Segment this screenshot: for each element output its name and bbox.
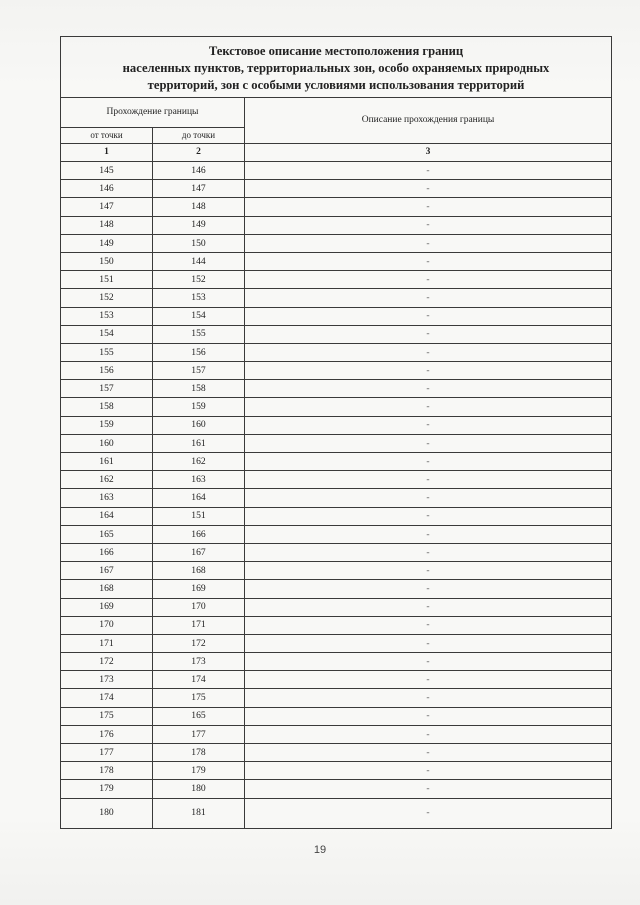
to-point-cell: 170 <box>153 598 245 616</box>
description-cell: - <box>245 598 612 616</box>
description-cell: - <box>245 252 612 270</box>
to-point-cell: 166 <box>153 525 245 543</box>
table-row <box>61 562 612 580</box>
description-cell: - <box>245 634 612 652</box>
table-row <box>61 634 612 652</box>
description-cell: - <box>245 653 612 671</box>
to-point-cell: 173 <box>153 653 245 671</box>
header-from-point: от точки <box>61 128 153 144</box>
description-cell: - <box>245 289 612 307</box>
to-point-cell: 168 <box>153 562 245 580</box>
description-cell: - <box>245 416 612 434</box>
from-point-cell: 150 <box>61 252 153 270</box>
description-cell: - <box>245 162 612 180</box>
table-row <box>61 398 612 416</box>
table-title-line-1: Текстовое описание местоположения границ <box>208 43 464 58</box>
from-point-cell: 175 <box>61 707 153 725</box>
from-point-cell: 176 <box>61 725 153 743</box>
table-row <box>61 343 612 361</box>
description-cell: - <box>245 725 612 743</box>
description-cell: - <box>245 507 612 525</box>
table-row <box>61 616 612 634</box>
to-point-cell: 175 <box>153 689 245 707</box>
to-point-cell: 162 <box>153 453 245 471</box>
to-point-cell: 179 <box>153 762 245 780</box>
from-point-cell: 151 <box>61 271 153 289</box>
table-row <box>61 198 612 216</box>
description-cell: - <box>245 198 612 216</box>
from-point-cell: 170 <box>61 616 153 634</box>
description-cell: - <box>245 707 612 725</box>
table-row <box>61 362 612 380</box>
to-point-cell: 156 <box>153 343 245 361</box>
description-cell: - <box>245 434 612 452</box>
table-row <box>61 252 612 270</box>
to-point-cell: 149 <box>153 216 245 234</box>
table-row <box>61 762 612 780</box>
to-point-cell: 180 <box>153 780 245 798</box>
from-point-cell: 161 <box>61 453 153 471</box>
description-cell: - <box>245 398 612 416</box>
to-point-cell: 181 <box>153 798 245 828</box>
to-point-cell: 148 <box>153 198 245 216</box>
table-row <box>61 798 612 828</box>
description-cell: - <box>245 780 612 798</box>
to-point-cell: 171 <box>153 616 245 634</box>
to-point-cell: 164 <box>153 489 245 507</box>
from-point-cell: 167 <box>61 562 153 580</box>
table-row <box>61 725 612 743</box>
table-row <box>61 689 612 707</box>
from-point-cell: 179 <box>61 780 153 798</box>
from-point-cell: 173 <box>61 671 153 689</box>
from-point-cell: 169 <box>61 598 153 616</box>
table-row <box>61 325 612 343</box>
table-row <box>61 489 612 507</box>
description-cell: - <box>245 362 612 380</box>
description-cell: - <box>245 343 612 361</box>
table-row <box>61 216 612 234</box>
description-cell: - <box>245 671 612 689</box>
table-title <box>61 37 612 98</box>
description-cell: - <box>245 689 612 707</box>
description-cell: - <box>245 216 612 234</box>
header-boundary-passage: Прохождение границы <box>61 98 245 128</box>
description-cell: - <box>245 543 612 561</box>
from-point-cell: 146 <box>61 180 153 198</box>
description-cell: - <box>245 798 612 828</box>
table-row <box>61 744 612 762</box>
table-row <box>61 598 612 616</box>
table-row <box>61 307 612 325</box>
from-point-cell: 152 <box>61 289 153 307</box>
to-point-cell: 165 <box>153 707 245 725</box>
table-row <box>61 707 612 725</box>
from-point-cell: 155 <box>61 343 153 361</box>
table-row <box>61 671 612 689</box>
from-point-cell: 162 <box>61 471 153 489</box>
to-point-cell: 159 <box>153 398 245 416</box>
to-point-cell: 161 <box>153 434 245 452</box>
table-row <box>61 180 612 198</box>
from-point-cell: 153 <box>61 307 153 325</box>
description-cell: - <box>245 562 612 580</box>
to-point-cell: 174 <box>153 671 245 689</box>
from-point-cell: 164 <box>61 507 153 525</box>
table-row <box>61 507 612 525</box>
table-row <box>61 453 612 471</box>
from-point-cell: 172 <box>61 653 153 671</box>
description-cell: - <box>245 744 612 762</box>
description-cell: - <box>245 471 612 489</box>
to-point-cell: 167 <box>153 543 245 561</box>
from-point-cell: 147 <box>61 198 153 216</box>
column-number-3: 3 <box>245 144 612 162</box>
to-point-cell: 157 <box>153 362 245 380</box>
table-row <box>61 653 612 671</box>
to-point-cell: 160 <box>153 416 245 434</box>
to-point-cell: 163 <box>153 471 245 489</box>
from-point-cell: 159 <box>61 416 153 434</box>
to-point-cell: 153 <box>153 289 245 307</box>
from-point-cell: 174 <box>61 689 153 707</box>
from-point-cell: 156 <box>61 362 153 380</box>
from-point-cell: 160 <box>61 434 153 452</box>
description-cell: - <box>245 271 612 289</box>
table-row <box>61 162 612 180</box>
table-row <box>61 271 612 289</box>
table-row <box>61 289 612 307</box>
column-number-2: 2 <box>153 144 245 162</box>
to-point-cell: 150 <box>153 234 245 252</box>
to-point-cell: 146 <box>153 162 245 180</box>
from-point-cell: 149 <box>61 234 153 252</box>
from-point-cell: 163 <box>61 489 153 507</box>
description-cell: - <box>245 762 612 780</box>
to-point-cell: 169 <box>153 580 245 598</box>
description-cell: - <box>245 580 612 598</box>
to-point-cell: 147 <box>153 180 245 198</box>
from-point-cell: 148 <box>61 216 153 234</box>
description-cell: - <box>245 234 612 252</box>
description-cell: - <box>245 453 612 471</box>
from-point-cell: 157 <box>61 380 153 398</box>
table-row <box>61 234 612 252</box>
table-row <box>61 434 612 452</box>
from-point-cell: 145 <box>61 162 153 180</box>
from-point-cell: 178 <box>61 762 153 780</box>
from-point-cell: 154 <box>61 325 153 343</box>
to-point-cell: 155 <box>153 325 245 343</box>
from-point-cell: 168 <box>61 580 153 598</box>
description-cell: - <box>245 325 612 343</box>
to-point-cell: 158 <box>153 380 245 398</box>
header-to-point: до точки <box>153 128 245 144</box>
from-point-cell: 180 <box>61 798 153 828</box>
table-title-line-2: населенных пунктов, территориальных зон, особо охраняемых природных <box>122 60 550 75</box>
to-point-cell: 172 <box>153 634 245 652</box>
description-cell: - <box>245 489 612 507</box>
to-point-cell: 178 <box>153 744 245 762</box>
from-point-cell: 165 <box>61 525 153 543</box>
from-point-cell: 166 <box>61 543 153 561</box>
to-point-cell: 177 <box>153 725 245 743</box>
to-point-cell: 152 <box>153 271 245 289</box>
table-title-line-3: территорий, зон с особыми условиями использования территорий <box>147 77 525 92</box>
description-cell: - <box>245 180 612 198</box>
table-row <box>61 471 612 489</box>
to-point-cell: 144 <box>153 252 245 270</box>
table-row <box>61 380 612 398</box>
description-cell: - <box>245 525 612 543</box>
description-cell: - <box>245 307 612 325</box>
column-number-1: 1 <box>61 144 153 162</box>
table-row <box>61 780 612 798</box>
boundary-description-table <box>60 36 612 829</box>
to-point-cell: 154 <box>153 307 245 325</box>
table-row <box>61 525 612 543</box>
from-point-cell: 177 <box>61 744 153 762</box>
description-cell: - <box>245 616 612 634</box>
header-description: Описание прохождения границы <box>245 98 612 144</box>
table-row <box>61 543 612 561</box>
page-number: 19 <box>313 844 327 856</box>
to-point-cell: 151 <box>153 507 245 525</box>
table-row <box>61 580 612 598</box>
from-point-cell: 158 <box>61 398 153 416</box>
from-point-cell: 171 <box>61 634 153 652</box>
description-cell: - <box>245 380 612 398</box>
table-row <box>61 416 612 434</box>
